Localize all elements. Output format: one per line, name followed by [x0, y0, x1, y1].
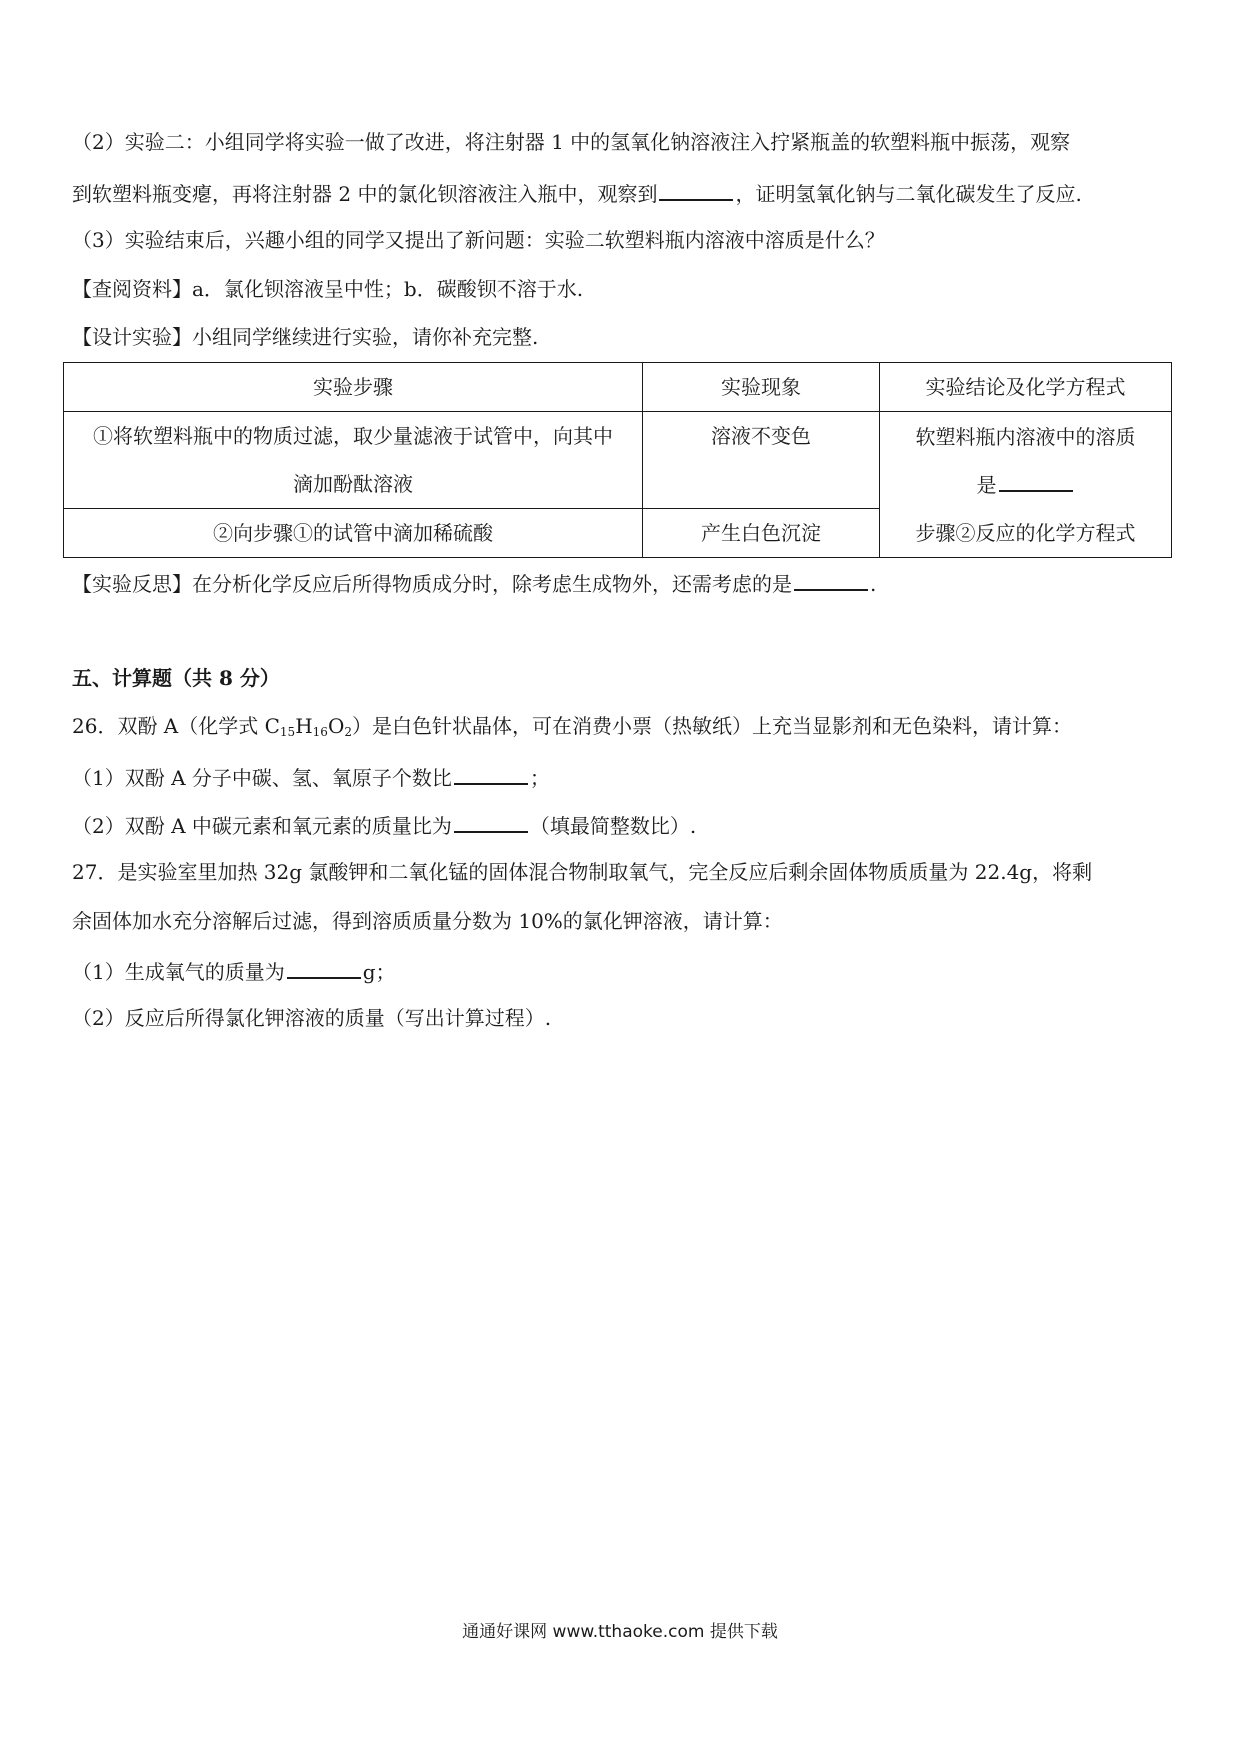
row2-step: ②向步骤①的试管中滴加稀硫酸: [64, 509, 643, 558]
q26-part-2: [72, 809, 696, 840]
q27-line-2: 余固体加水充分溶解后过滤，得到溶质质量分数为 10%的氯化钾溶液，请计算：: [72, 909, 783, 933]
q27-part-2: （2）反应后所得氯化钾溶液的质量（写出计算过程）.: [72, 1006, 552, 1030]
row2-phenomenon: 产生白色沉淀: [643, 509, 880, 558]
q26-part-1: [72, 761, 550, 792]
row2-conclusion: 步骤②反应的化学方程式: [915, 520, 1136, 545]
q26-part-1-end: ；: [529, 766, 550, 790]
q26-sub-3: 2: [344, 725, 352, 739]
q26-mid-1: H: [295, 714, 313, 738]
row1-conclusion-line-2: [884, 461, 1167, 509]
design-experiment: 【设计实验】小组同学继续进行实验，请你补充完整.: [72, 325, 539, 349]
row1-conclusion: [880, 412, 1172, 558]
page-footer: 通通好课网 www.tthaoke.com 提供下载: [462, 1622, 778, 1642]
answer-blank: [794, 567, 868, 591]
q27-line-1: 27．是实验室里加热 32g 氯酸钾和二氧化锰的固体混合物制取氧气，完全反应后剩余固体物质质量为 22.4g，将剩: [72, 860, 1093, 884]
row1-step-line-2: 滴加酚酞溶液: [293, 472, 413, 496]
answer-blank: [659, 177, 733, 201]
table-row: [64, 412, 1172, 509]
answer-blank: [454, 761, 528, 785]
answer-blank: [454, 809, 528, 833]
exp2-line-2-text-a: 到软塑料瓶变瘪，再将注射器 2 中的氯化钡溶液注入瓶中，观察到: [72, 182, 658, 206]
row1-step: [64, 412, 643, 509]
q27-part-1-text: （1）生成氧气的质量为: [72, 960, 285, 984]
answer-blank: [999, 468, 1073, 492]
q27-part-1-end: g；: [362, 960, 396, 984]
reflection-text: 【实验反思】在分析化学反应后所得物质成分时，除考虑生成物外，还需考虑的是: [72, 572, 792, 596]
row1-step-line-1: ①将软塑料瓶中的物质过滤，取少量滤液于试管中，向其中: [93, 424, 613, 448]
q26-intro-b: ）是白色针状晶体，可在消费小票（热敏纸）上充当显影剂和无色染料，请计算：: [351, 714, 1072, 738]
q26-sub-1: 15: [279, 725, 296, 739]
q26-part-2-end: （填最简整数比）.: [529, 814, 697, 838]
q26-part-2-text: （2）双酚 A 中碳元素和氧元素的质量比为: [72, 814, 452, 838]
consult-material: 【查阅资料】a．氯化钡溶液呈中性；b．碳酸钡不溶于水.: [72, 277, 584, 301]
q26-mid-2: O: [327, 714, 345, 738]
table-header-row: [64, 363, 1172, 412]
q26-sub-2: 16: [312, 725, 328, 739]
row1-phenomenon: 溶液不变色: [643, 412, 880, 509]
q26-part-1-text: （1）双酚 A 分子中碳、氢、氧原子个数比: [72, 766, 452, 790]
answer-blank: [287, 955, 361, 979]
experiment-table: [63, 362, 1172, 558]
row1-conclusion-line-1: 软塑料瓶内溶液中的溶质: [915, 424, 1136, 449]
exp2-line-2: [72, 177, 1082, 208]
reflection: [72, 567, 876, 598]
table-header-step: 实验步骤: [64, 363, 643, 412]
q27-part-1: [72, 955, 396, 986]
section-title: 五、计算题（共 8 分）: [72, 666, 280, 690]
row1-conclusion-line-2-text: 是: [976, 472, 997, 497]
reflection-end: .: [870, 572, 877, 596]
exp2-line-1: （2）实验二：小组同学将实验一做了改进，将注射器 1 中的氢氧化钠溶液注入拧紧瓶盖的软塑料瓶中振荡，观察: [72, 130, 1071, 154]
exp3-question: （3）实验结束后，兴趣小组的同学又提出了新问题：实验二软塑料瓶内溶液中溶质是什么？: [72, 228, 885, 252]
q26-intro: [72, 712, 1072, 740]
q26-intro-a: 26．双酚 A（化学式 C: [72, 714, 280, 738]
table-header-phenomenon: 实验现象: [643, 363, 880, 412]
exp2-line-2-text-b: ，证明氢氧化钠与二氧化碳发生了反应.: [735, 182, 1082, 206]
table-header-conclusion: 实验结论及化学方程式: [880, 363, 1172, 412]
